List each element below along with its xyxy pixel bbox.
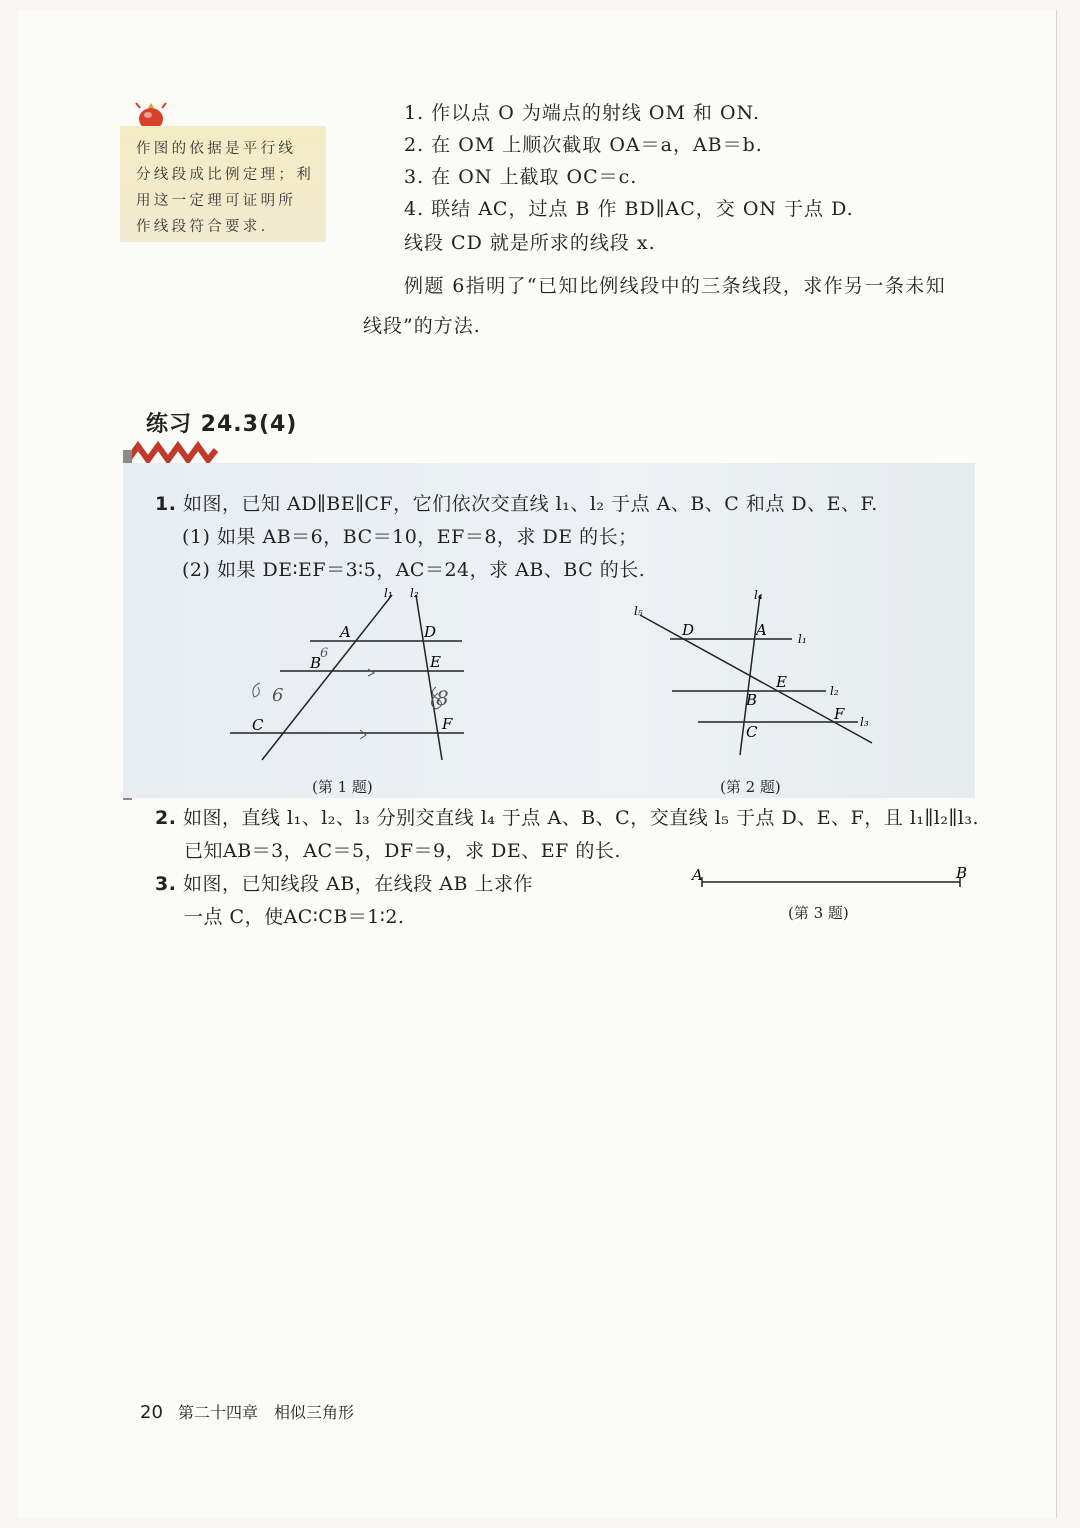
handwritten-6: 6 [272, 685, 284, 706]
step-3: 3. 在 ON 上截取 OC＝c. [404, 166, 638, 188]
figure-2-caption: (第 2 题) [720, 778, 781, 796]
note-line: 作线段符合要求. [136, 219, 269, 235]
note-line: 用这一定理可证明所 [136, 193, 297, 209]
page-number: 20 [140, 1402, 163, 1423]
label-E: E [430, 653, 441, 671]
question-text: 如图，直线 l₁、l₂、l₃ 分别交直线 l₄ 于点 A、B、C，交直线 l₅ 于点 D、E、F，且 l₁∥l₂∥l₃. [183, 807, 980, 829]
step-1: 1. 作以点 O 为端点的射线 OM 和 ON. [404, 102, 760, 124]
remark-line-1: 例题 6指明了“已知比例线段中的三条线段，求作另一条未知 [404, 275, 947, 297]
question-text: 如图，已知线段 AB，在线段 AB 上求作 [183, 873, 533, 895]
label-l5: l₅ [634, 604, 643, 618]
note-box [120, 126, 326, 242]
figure-2 [630, 585, 880, 770]
question-number: 1. [155, 493, 177, 515]
question-text: 如图，已知 AD∥BE∥CF，它们依次交直线 l₁、l₂ 于点 A、B、C 和点 D、E、F. [183, 493, 878, 515]
label-C: C [252, 716, 264, 734]
zigzag-decoration [128, 438, 218, 466]
label-l2: l₂ [830, 684, 839, 698]
line-l2 [416, 595, 442, 760]
question-1-part-1: (1) 如果 AB＝6，BC＝10，EF＝8，求 DE 的长； [182, 526, 638, 548]
label-D: D [424, 623, 437, 641]
note-line: 分线段成比例定理；利 [136, 167, 314, 183]
label-F: F [834, 705, 845, 723]
label-B: B [956, 864, 968, 882]
chapter-title: 第二十四章 相似三角形 [178, 1403, 355, 1422]
question-3 [155, 869, 533, 896]
label-l1: l₁ [384, 586, 393, 600]
page-footer [140, 1400, 354, 1423]
label-A: A [692, 866, 703, 884]
label-l3: l₃ [860, 715, 869, 729]
label-A: A [340, 623, 351, 641]
question-1 [155, 489, 878, 516]
line-l1 [262, 595, 392, 760]
label-A: A [756, 621, 767, 639]
handwritten-6: 6 [320, 646, 329, 661]
question-3-line-2: 一点 C，使AC∶CB＝1∶2. [184, 906, 405, 928]
label-l4: l₄ [754, 588, 763, 602]
label-B: B [310, 654, 322, 672]
label-E: E [776, 673, 787, 691]
question-number: 3. [155, 873, 177, 895]
label-B: B [746, 691, 758, 709]
label-D: D [682, 621, 695, 639]
figure-3 [688, 862, 978, 892]
question-1-part-2: (2) 如果 DE∶EF＝3∶5，AC＝24，求 AB、BC 的长. [182, 559, 646, 581]
label-l1: l₁ [798, 632, 807, 646]
question-number: 2. [155, 807, 177, 829]
conclusion: 线段 CD 就是所求的线段 x. [404, 232, 656, 254]
figure-1 [220, 585, 480, 770]
figure-1-caption: (第 1 题) [312, 778, 373, 796]
exercise-heading: 练习 24.3(4) [146, 412, 298, 437]
label-C: C [746, 723, 758, 741]
handwritten-8: 8 [436, 686, 449, 710]
step-2: 2. 在 OM 上顺次截取 OA＝a，AB＝b. [404, 134, 763, 156]
step-4: 4. 联结 AC，过点 B 作 BD∥AC，交 ON 于点 D. [404, 198, 854, 220]
question-2-line-2: 已知AB＝3，AC＝5，DF＝9，求 DE、EF 的长. [184, 840, 621, 862]
note-line: 作图的依据是平行线 [136, 141, 297, 157]
question-2 [155, 803, 979, 830]
remark-line-2: 线段”的方法. [363, 315, 481, 337]
figure-3-caption: (第 3 题) [788, 904, 849, 922]
label-F: F [442, 715, 453, 733]
label-l2: l₂ [410, 586, 419, 600]
